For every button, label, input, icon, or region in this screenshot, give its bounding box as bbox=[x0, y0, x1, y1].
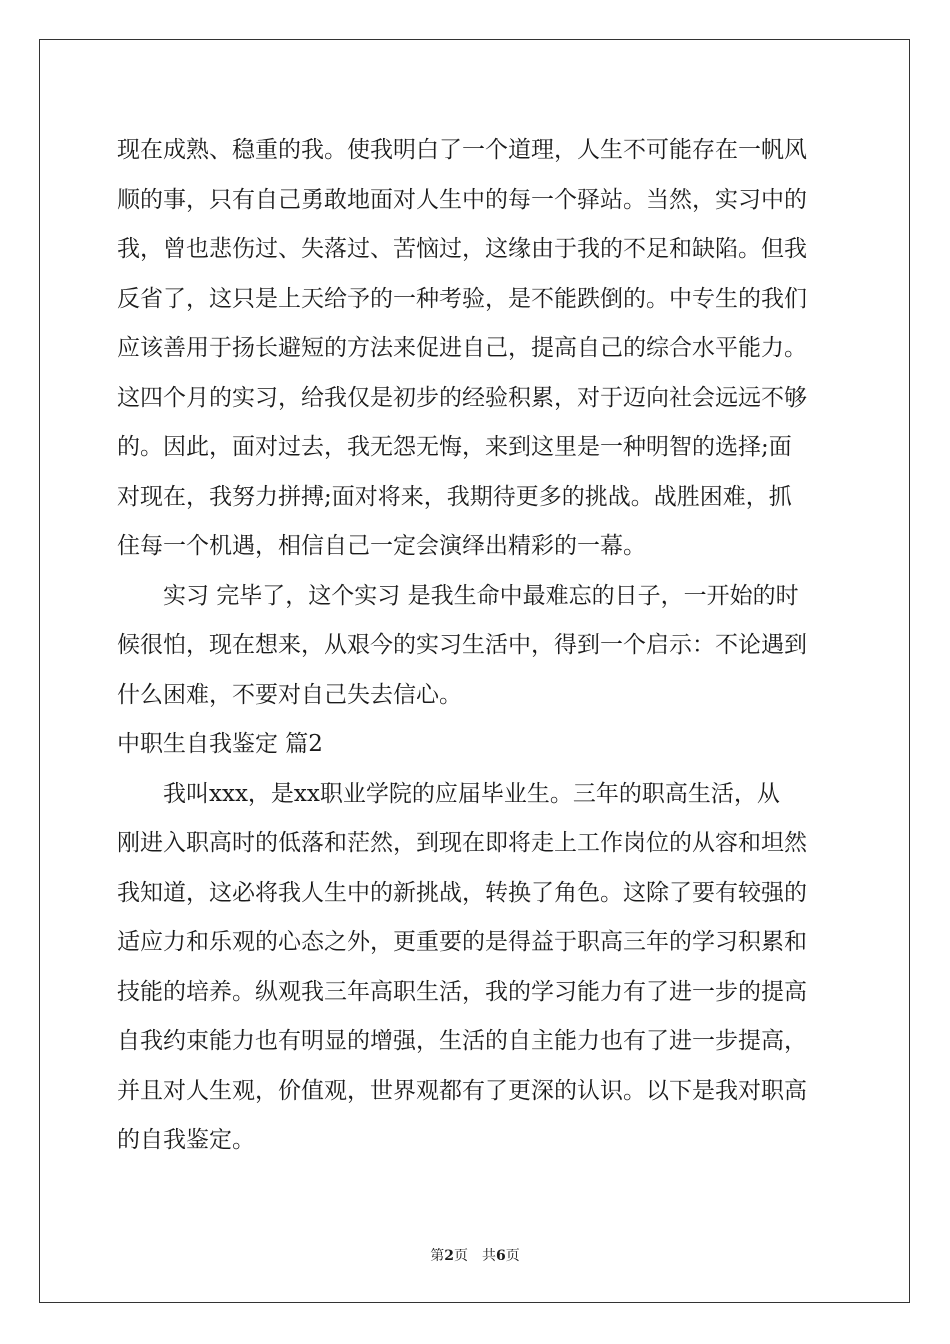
paragraph-3 bbox=[117, 770, 837, 1166]
text-line: 的自我鉴定。 bbox=[117, 1127, 255, 1153]
total-suffix: 页 bbox=[505, 1248, 520, 1264]
text-line: 什么困难，不要对自己失去信心。 bbox=[117, 681, 462, 708]
total-pages-number: 6 bbox=[496, 1248, 506, 1264]
text-line: 我知道，这必将我人生中的新挑战，转换了角色。这除了要有较强的 bbox=[117, 879, 807, 906]
text-line: 我叫xxx，是xx职业学院的应届毕业生。三年的职高生活，从 bbox=[163, 780, 780, 807]
total-prefix: 共 bbox=[482, 1248, 496, 1264]
text-line: 实习 完毕了，这个实习 是我生命中最难忘的日子，一开始的时 bbox=[163, 582, 799, 609]
text-line: 并且对人生观，价值观，世界观都有了更深的认识。以下是我对职高 bbox=[117, 1077, 807, 1104]
text-line: 顺的事，只有自己勇敢地面对人生中的每一个驿站。当然，实习中的 bbox=[117, 186, 807, 213]
page-suffix: 页 bbox=[454, 1248, 468, 1264]
text-line: 现在成熟、稳重的我。使我明白了一个道理，人生不可能存在一帆风 bbox=[117, 137, 807, 163]
section-heading: 中职生自我鉴定 篇2 bbox=[117, 731, 323, 757]
text-line: 应该善用于扬长避短的方法来促进自己，提高自己的综合水平能力。 bbox=[117, 335, 807, 361]
text-line: 自我约束能力也有明显的增强，生活的自主能力也有了进一步提高， bbox=[117, 1028, 807, 1054]
text-line: 刚进入职高时的低落和茫然，到现在即将走上工作岗位的从容和坦然 bbox=[117, 830, 807, 856]
text-line: 适应力和乐观的心态之外，更重要的是得益于职高三年的学习积累和 bbox=[117, 929, 807, 955]
page-footer bbox=[0, 1245, 950, 1265]
document-body bbox=[117, 126, 837, 1166]
text-line: 候很怕，现在想来，从艰今的实习生活中，得到一个启示：不论遇到 bbox=[117, 632, 807, 658]
paragraph-2 bbox=[117, 572, 837, 721]
text-line: 这四个月的实习，给我仅是初步的经验积累，对于迈向社会远远不够 bbox=[117, 384, 807, 411]
text-line: 住每一个机遇，相信自己一定会演绎出精彩的一幕。 bbox=[117, 533, 646, 559]
paragraph-1 bbox=[117, 126, 837, 572]
page-prefix: 第 bbox=[430, 1248, 445, 1264]
text-line: 我，曾也悲伤过、失落过、苦恼过，这缘由于我的不足和缺陷。但我 bbox=[117, 236, 807, 262]
text-line: 技能的培养。纵观我三年高职生活，我的学习能力有了进一步的提高 bbox=[117, 978, 807, 1005]
current-page-number: 2 bbox=[444, 1248, 454, 1264]
text-line: 反省了，这只是上天给予的一种考验，是不能跌倒的。中专生的我们 bbox=[117, 285, 807, 312]
text-line: 的。因此，面对过去，我无怨无悔，来到这里是一种明智的选择;面 bbox=[117, 434, 792, 460]
text-line: 对现在，我努力拼搏;面对将来，我期待更多的挑战。战胜困难，抓 bbox=[117, 483, 792, 510]
